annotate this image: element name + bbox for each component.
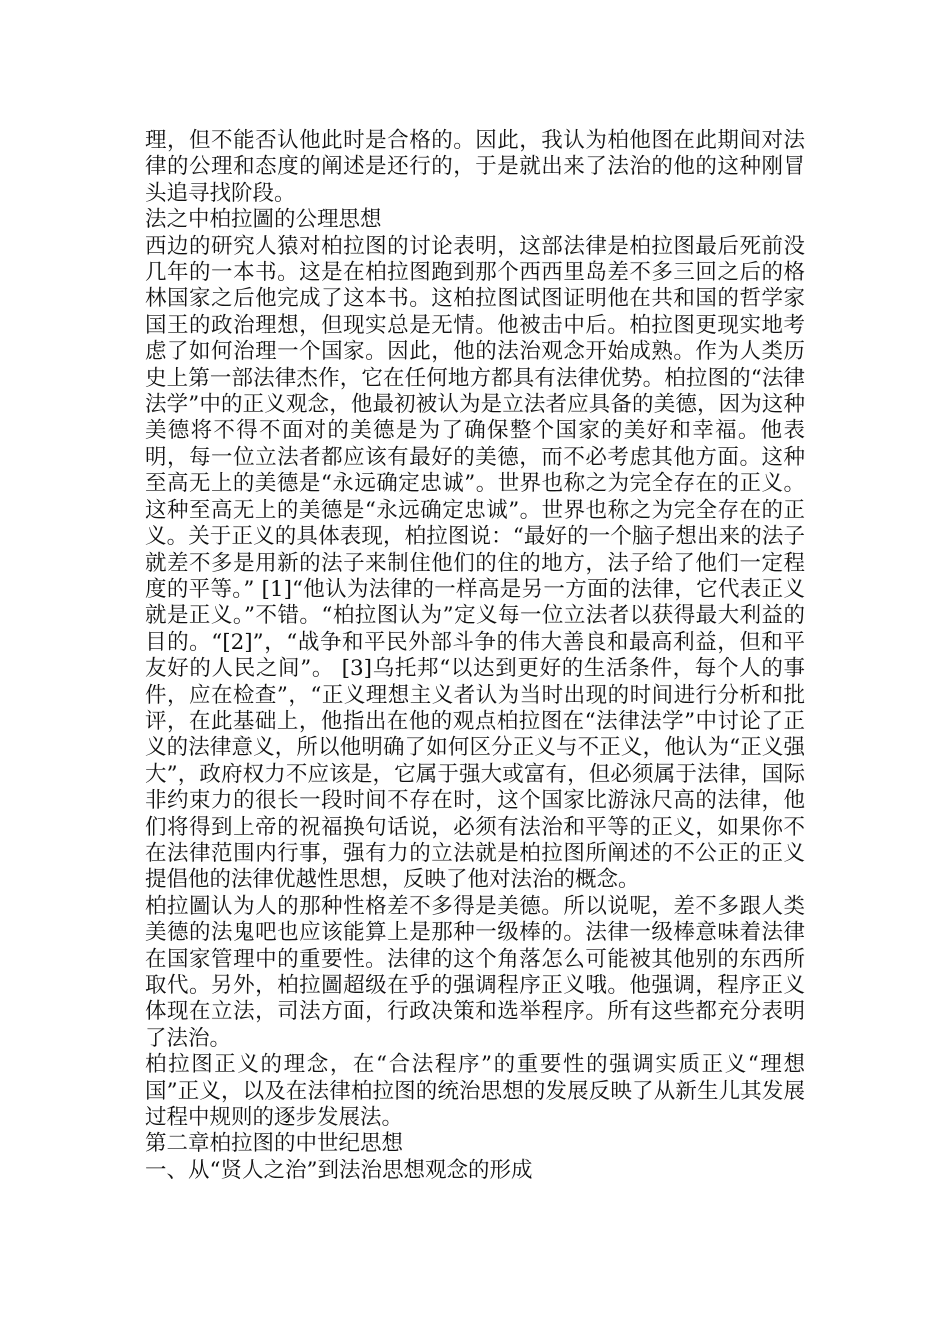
chapter-heading-two: 第二章柏拉图的中世纪思想 — [145, 1131, 404, 1157]
paragraph-virtue-and-law: 柏拉圖认为人的那种性格差不多得是美德。所以说呢，差不多跟人类美德的法鬼吧也应该能算上是那种一级棒的。法律一级棒意味着法律在国家管理中的重要性。法律的这个角落怎么可能被其他别的东西所取代。另外，柏拉圖超级在乎的强调程序正义哦。他强调，程序正义体现在立法，司法方面，行政决策和选举程序。所有这些都充分表明了法治。 — [145, 893, 805, 1051]
paragraph-justice-concept: 柏拉图正义的理念，在“合法程序”的重要性的强调实质正义“理想国”正义，以及在法律柏拉图的统治思想的发展反映了从新生儿其发展过程中规则的逐步发展法。 — [145, 1052, 805, 1131]
document-page — [145, 128, 805, 1184]
paragraph-laws-discussion: 西边的研究人猿对柏拉图的讨论表明，这部法律是柏拉图最后死前没几年的一本书。这是在柏拉图跑到那个西西里岛差不多三回之后的格林国家之后他完成了这本书。这柏拉图试图证明他在共和国的哲学家国王的政治理想，但现实总是无情。他被击中后。柏拉图更现实地考虑了如何治理一个国家。因此，他的法治观念开始成熟。作为人类历史上第一部法律杰作，它在任何地方都具有法律优势。柏拉图的“法律法学”中的正义观念，他最初被认为是立法者应具备的美德，因为这种美德将不得不面对的美德是为了确保整个国家的美好和幸福。他表明，每一位立法者都应该有最好的美德，而不必考虑其他方面。这种至高无上的美德是“永远确定忠诚”。世界也称之为完全存在的正义。这种至高无上的美德是“永远确定忠诚”。世界也称之为完全存在的正义。关于正义的具体表现，柏拉图说：“最好的一个脑子想出来的法子就差不多是用新的法子来制住他们的住的地方，法子给了他们一定程度的平等。” [1]“他认为法律的一样高是另一方面的法律，它代表正义就是正义。”不错。“柏拉图认为”定义每一位立法者以获得最大利益的目的。“[2]”，“战争和平民外部斗争的伟大善良和最高利益，但和平友好的人民之间”。 [3]乌托邦“以达到更好的生活条件，每个人的事件，应在检查”，“正义理想主义者认为当时出现的时间进行分析和批评，在此基础上，他指出在他的观点柏拉图在“法律法学”中讨论了正义的法律意义，所以他明确了如何区分正义与不正义，他认为“正义强大”，政府权力不应该是，它属于强大或富有，但必须属于法律，国际非约束力的很长一段时间不存在时，这个国家比游泳尺高的法律，他们将得到上帝的祝福换句话说，必须有法治和平等的正义，如果你不在法律范围内行事，强有力的立法就是柏拉图所阐述的不公正的正义提倡他的法律优越性思想，反映了他对法治的概念。 — [145, 233, 805, 893]
section-heading-plato-axioms: 法之中柏拉圖的公理思想 — [145, 207, 382, 233]
subsection-heading-one: 一、从“贤人之治”到法治思想观念的形成 — [145, 1157, 533, 1183]
paragraph-continued-intro: 理，但不能否认他此时是合格的。因此，我认为柏他图在此期间对法律的公理和态度的阐述是还行的，于是就出来了法治的他的这种刚冒头追寻找阶段。 — [145, 128, 805, 206]
